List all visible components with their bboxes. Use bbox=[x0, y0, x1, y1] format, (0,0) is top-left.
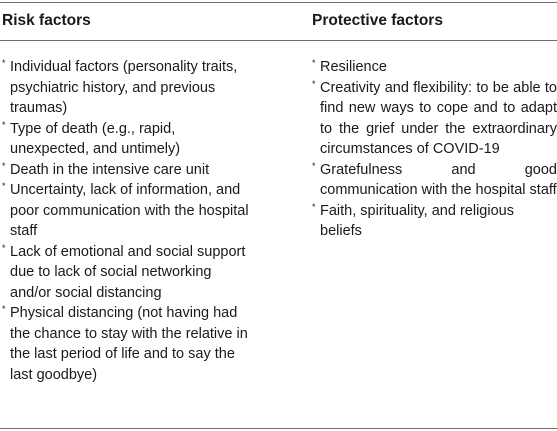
bullet-asterisk: * bbox=[312, 201, 316, 212]
list-item bbox=[312, 201, 557, 242]
list-item bbox=[312, 78, 557, 160]
list-item bbox=[2, 180, 250, 242]
list-item bbox=[312, 57, 557, 78]
bullet-asterisk: * bbox=[2, 181, 6, 191]
header-protective-factors: Protective factors bbox=[312, 12, 443, 29]
risk-factor-text: Type of death (e.g., rapid, unexpected, and untimely) bbox=[10, 120, 181, 157]
list-item bbox=[2, 57, 250, 119]
list-item bbox=[2, 160, 250, 181]
protective-factor-text: Creativity and flexibility: to be able to find new ways to cope and to adapt to the grief under the extraordinary circumstances of COVID-19 bbox=[320, 79, 557, 157]
risk-factor-text: Physical distancing (not having had the chance to stay with the relative in the last period of life and to say the last goodbye) bbox=[10, 305, 248, 383]
bullet-asterisk: * bbox=[312, 160, 316, 171]
bullet-asterisk: * bbox=[2, 119, 6, 130]
bullet-asterisk: * bbox=[312, 78, 316, 89]
bullet-asterisk: * bbox=[2, 242, 6, 253]
protective-factor-text: Faith, spirituality, and religious beliefs bbox=[320, 202, 514, 239]
protective-factors-list bbox=[312, 57, 557, 242]
bullet-asterisk: * bbox=[2, 160, 6, 171]
protective-factor-text: Resilience bbox=[320, 59, 387, 75]
bullet-asterisk: * bbox=[2, 304, 6, 314]
table-top-rule bbox=[0, 2, 557, 3]
header-risk-factors: Risk factors bbox=[2, 12, 91, 29]
bullet-asterisk: * bbox=[312, 58, 316, 68]
risk-factor-text: Uncertainty, lack of information, and poor communication with the hospital staff bbox=[10, 182, 249, 239]
risk-factor-text: Death in the intensive care unit bbox=[10, 161, 210, 178]
table-bottom-rule bbox=[0, 428, 557, 429]
risk-factors-list bbox=[2, 57, 250, 385]
list-item bbox=[2, 119, 250, 160]
list-item bbox=[2, 303, 250, 385]
table-header-rule bbox=[0, 40, 557, 41]
risk-factor-text: Lack of emotional and social support due to lack of social networking and/or social distancing bbox=[10, 243, 246, 301]
list-item bbox=[312, 160, 557, 201]
protective-factor-text: Gratefulness and good communication with the hospital staff bbox=[320, 161, 557, 198]
risk-factor-text: Individual factors (personality traits, psychiatric history, and previous traumas) bbox=[10, 59, 238, 116]
list-item bbox=[2, 242, 250, 304]
bullet-asterisk: * bbox=[2, 58, 6, 68]
